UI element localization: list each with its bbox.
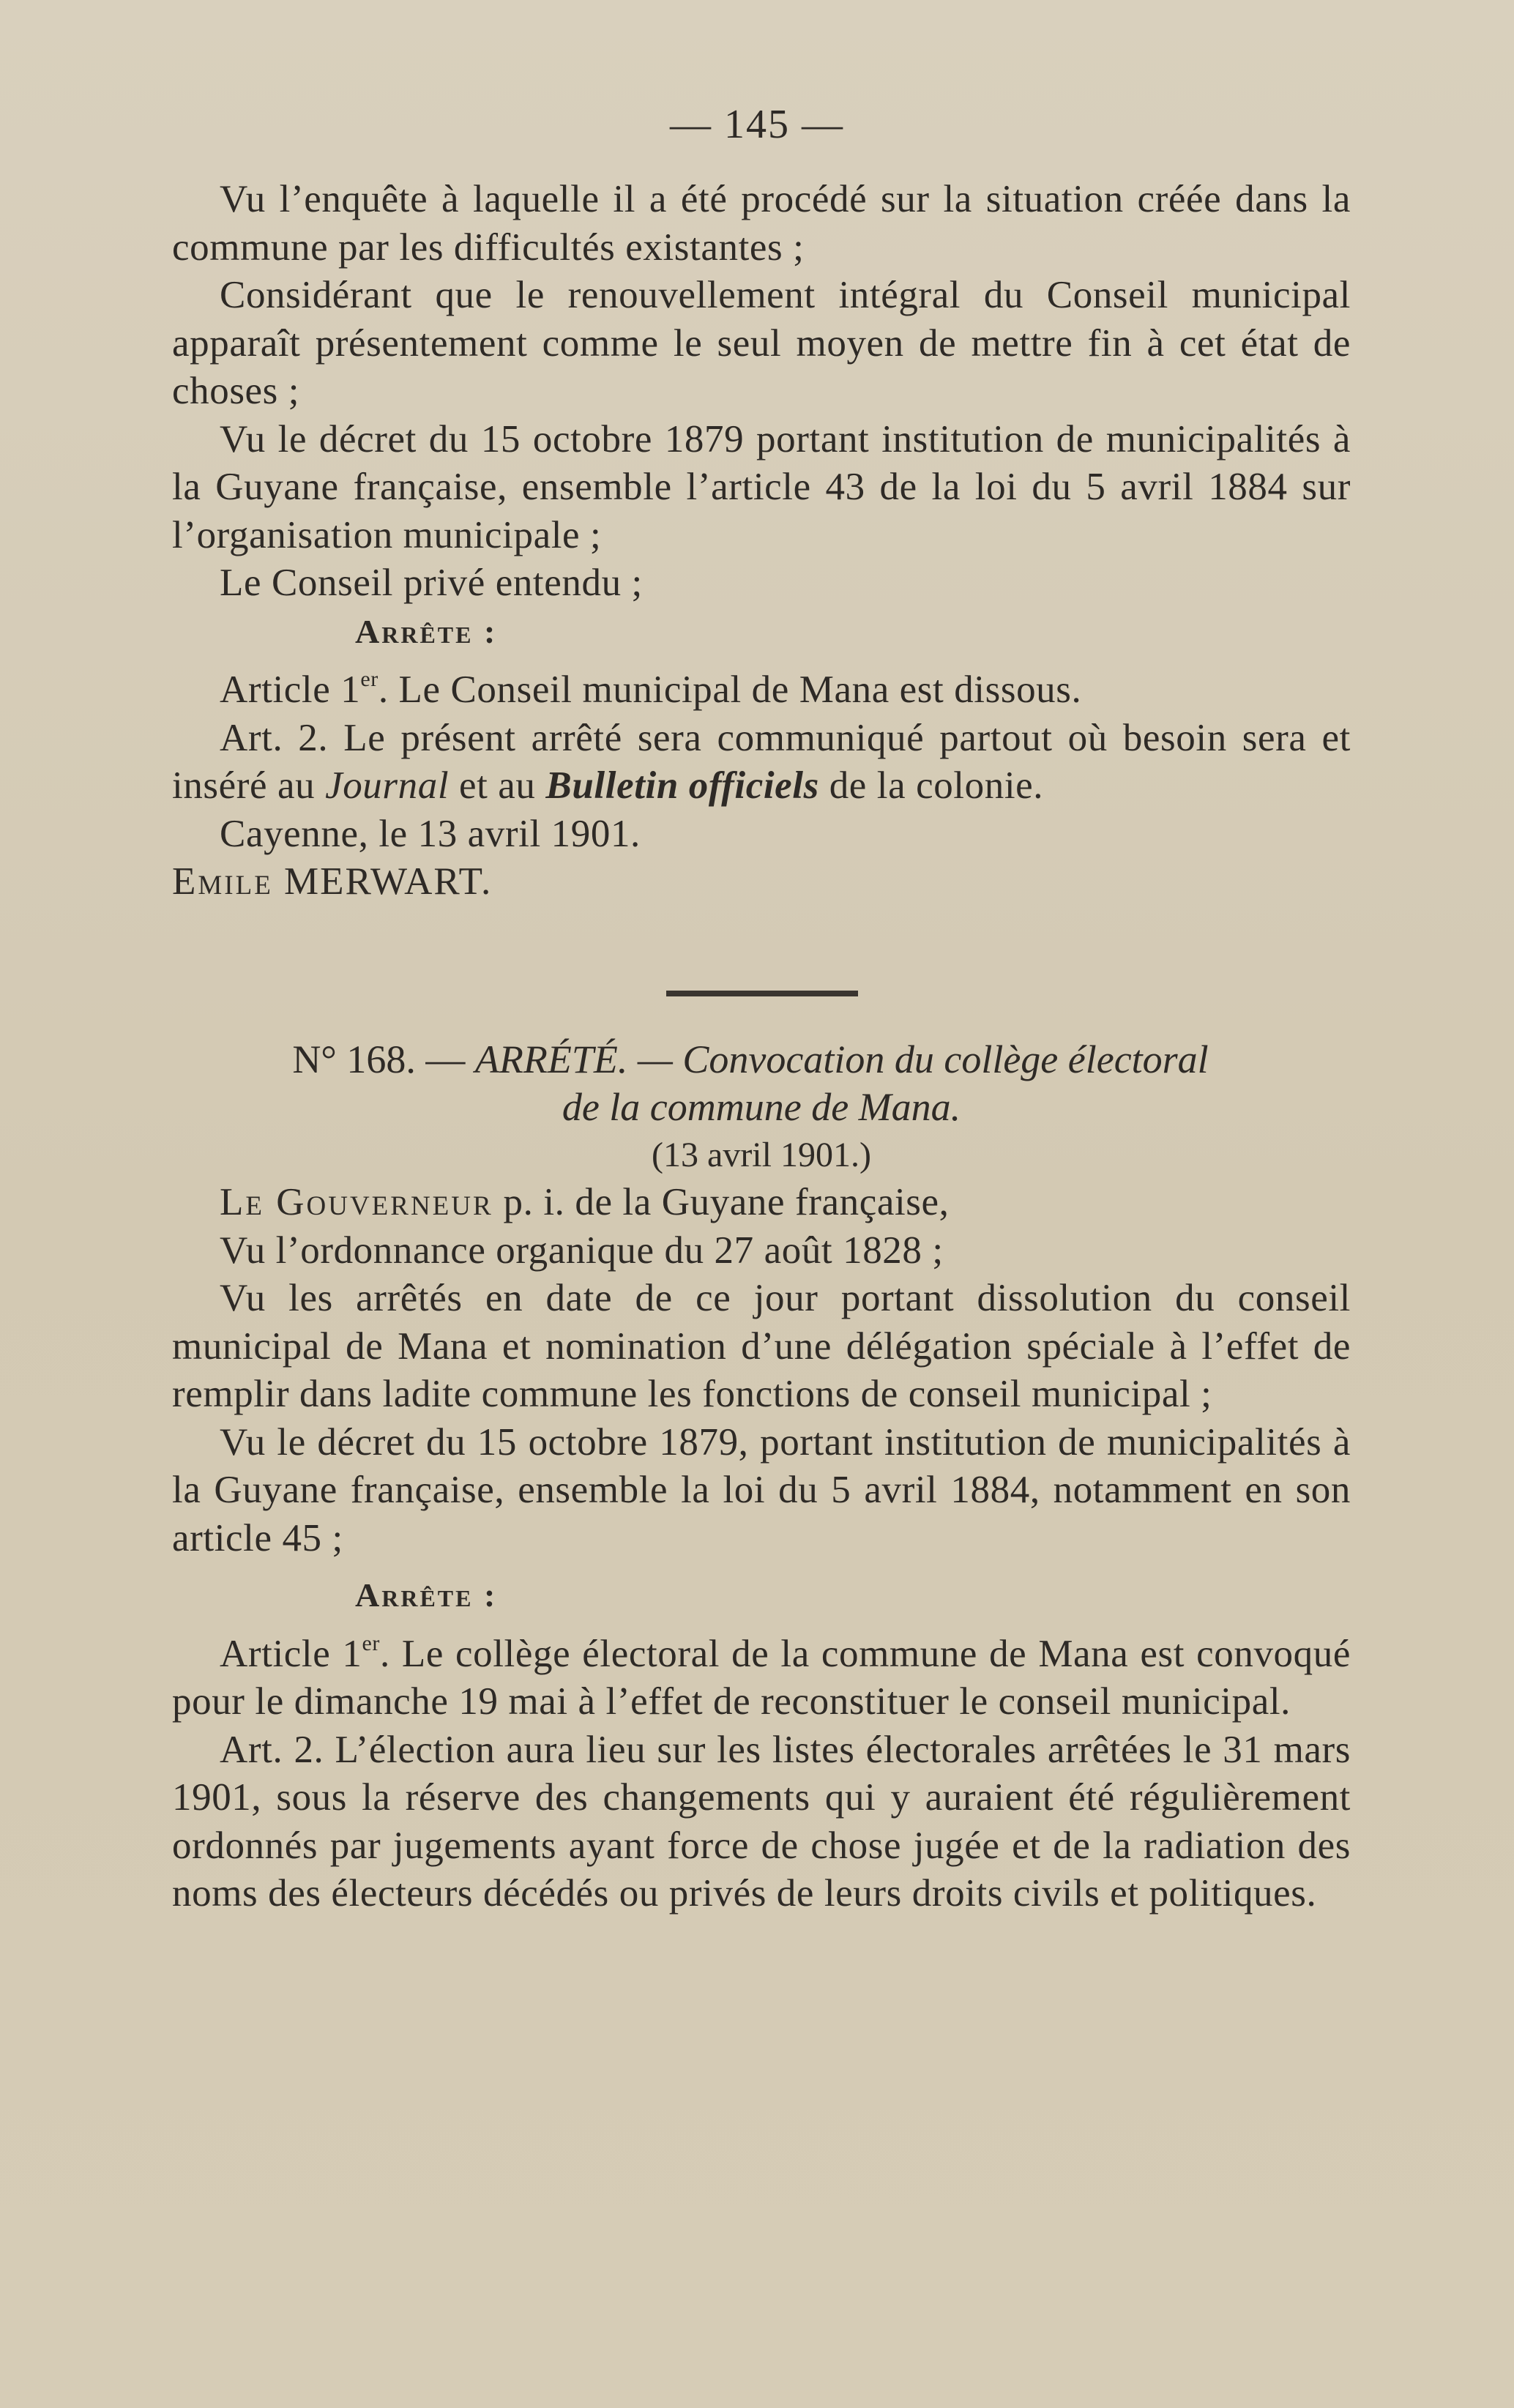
signature-first-name: Emile xyxy=(172,860,273,903)
gouverneur-suffix: p. i. de la Guyane française, xyxy=(493,1181,950,1223)
section-divider xyxy=(666,991,858,996)
place-date: Cayenne, le 13 avril 1901. xyxy=(220,812,641,855)
decree-title xyxy=(172,1036,1351,1131)
article-2-election: Art. 2. L’élection aura lieu sur les listes électorales arrêtées le 31 mars 1901, sous la réserve des changements qui y auraient été régulièrement ordonnés par jugements ayant force de chose jugée et de la radiation des noms des électeurs décédés ou privés de leurs droits civils et politiques. xyxy=(172,1728,1351,1915)
article-1-prefix: Article 1 xyxy=(220,668,361,711)
paragraph-vu-decret: Vu le décret du 15 octobre 1879 portant institution de municipalités à la Guyane française, ensemble l’article 43 de la loi du 5 avril 1884 sur l’organisation municipale ; xyxy=(172,417,1351,556)
signature-last-name: MERWART. xyxy=(284,860,493,903)
decree-subject-1: — Convocation du collège électoral xyxy=(627,1037,1209,1081)
page-number: — 145 — xyxy=(670,102,844,147)
decree-number: N° 168. — xyxy=(292,1037,475,1081)
gouverneur-line xyxy=(172,1179,1351,1227)
article-1-text: . Le Conseil municipal de Mana est dissous. xyxy=(378,668,1082,711)
arrete-heading: Arrête : xyxy=(355,612,498,650)
decree-section-2 xyxy=(172,1036,1351,1918)
article-1-convocation xyxy=(172,1619,1351,1726)
paragraph-decret: Vu le décret du 15 octobre 1879, portant institution de municipalités à la Guyane française, ensemble la loi du 5 avril 1884, notamment en son article 45 ; xyxy=(172,1420,1351,1559)
article-2-prefix: Art. 2. Le présent arrêté sera communiqué partout où besoin sera et inséré au xyxy=(172,716,1351,807)
decree-type: ARRÉTÉ. xyxy=(474,1037,628,1081)
bulletin-title: Bulletin officiels xyxy=(545,764,819,807)
article-2 xyxy=(172,715,1351,810)
decree-date: (13 avril 1901.) xyxy=(652,1136,871,1174)
decree-subject-2: de la commune de Mana. xyxy=(562,1085,961,1129)
decree-title-line-1 xyxy=(172,1036,1351,1084)
journal-title: Journal xyxy=(325,764,450,807)
paragraph-arretes: Vu les arrêtés en date de ce jour portant dissolution du conseil municipal de Mana et nomination d’une délégation spéciale à l’effet de remplir dans ladite commune les fonctions de conseil municipal ; xyxy=(172,1277,1351,1415)
paragraph-enquete: Vu l’enquête à laquelle il a été procédé sur la situation créée dans la commune par les difficultés existantes ; xyxy=(172,178,1351,269)
article-1-convocation-sup: er xyxy=(362,1630,380,1655)
article-2-mid: et au xyxy=(449,764,546,807)
article-1-convocation-text: . Le collège électoral de la commune de Mana est convoqué pour le dimanche 19 mai à l’effet de reconstituer le conseil municipal. xyxy=(172,1632,1351,1723)
signature xyxy=(172,858,1351,906)
article-1 xyxy=(172,655,1351,715)
paragraph-considerant: Considérant que le renouvellement intégral du Conseil municipal apparaît présentement comme le seul moyen de mettre fin à cet état de choses ; xyxy=(172,274,1351,412)
article-1-sup: er xyxy=(360,667,378,691)
paragraph-ordonnance: Vu l’ordonnance organique du 27 août 1828 ; xyxy=(220,1229,944,1272)
decree-section-1 xyxy=(172,176,1351,906)
gouverneur-title: Le Gouverneur xyxy=(220,1181,493,1223)
article-2-suffix: de la colonie. xyxy=(818,764,1044,807)
article-1-convocation-prefix: Article 1 xyxy=(220,1632,362,1675)
arrete-heading-2: Arrête : xyxy=(355,1576,498,1614)
paragraph-conseil-prive: Le Conseil privé entendu ; xyxy=(220,562,643,604)
